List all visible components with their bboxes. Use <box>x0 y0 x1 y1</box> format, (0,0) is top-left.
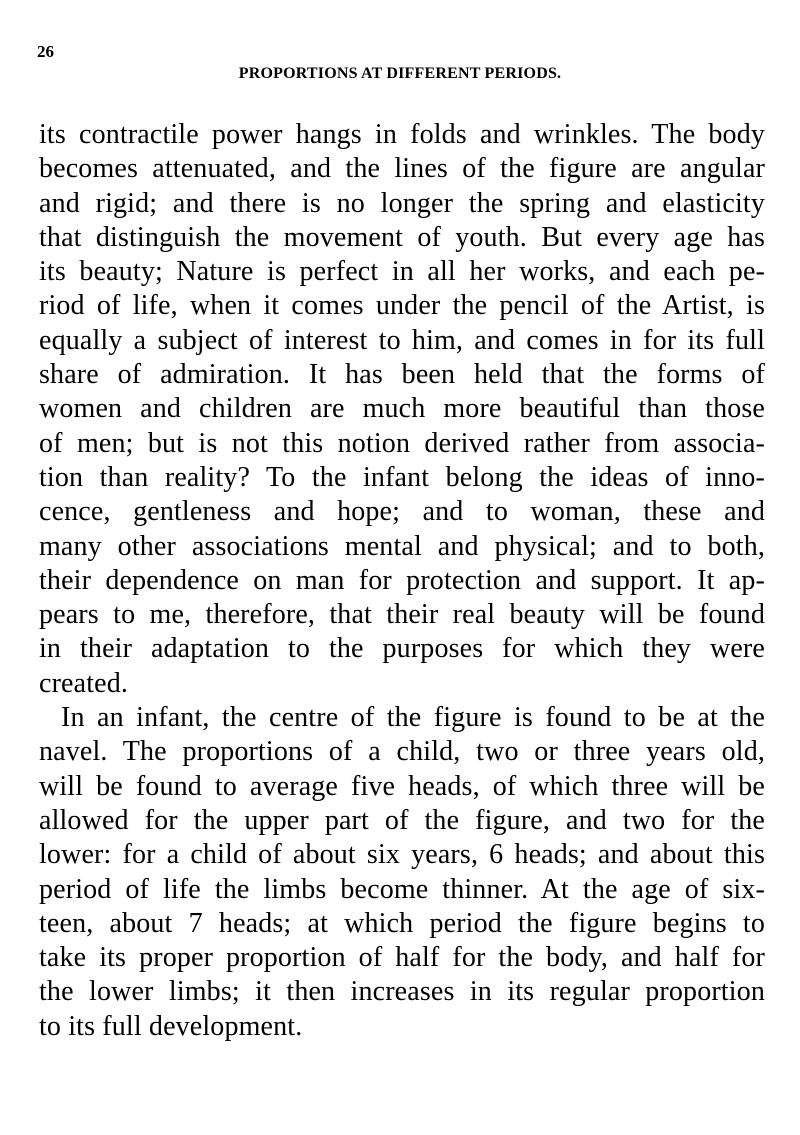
text-line: will be found to average five heads, of which three will be <box>39 770 765 802</box>
text-line: its contractile power hangs in folds and wrinkles. The body <box>39 119 765 150</box>
text-line: take its proper proportion of half for the body, and half for <box>39 942 765 974</box>
text-line: and rigid; and there is no longer the spring and elasticity <box>39 187 765 219</box>
text-line: becomes attenuated, and the lines of the figure are angular <box>39 153 765 185</box>
body-text <box>39 118 765 1044</box>
text-line: that distinguish the movement of youth. But every age has <box>39 221 765 253</box>
text-line: pears to me, therefore, that their real beauty will be found <box>39 599 765 631</box>
paragraph-2 <box>39 701 765 1044</box>
text-line: their dependence on man for protection and support. It ap- <box>39 564 765 596</box>
text-line: lower: for a child of about six years, 6 heads; and about this <box>39 839 765 871</box>
text-line: share of admiration. It has been held that the forms of <box>39 359 765 391</box>
text-line: riod of life, when it comes under the pencil of the Artist, is <box>39 290 765 322</box>
text-line: many other associations mental and physical; and to both, <box>39 530 765 562</box>
text-line: cence, gentleness and hope; and to woman, these and <box>39 496 765 528</box>
text-line: to its full development. <box>39 1010 303 1042</box>
text-line: period of life the limbs become thinner. At the age of six- <box>39 873 765 905</box>
page-number: 26 <box>37 42 54 61</box>
text-line: its beauty; Nature is perfect in all her works, and each pe- <box>39 256 765 288</box>
running-head: PROPORTIONS AT DIFFERENT PERIODS. <box>238 65 562 82</box>
text-line: teen, about 7 heads; at which period the figure begins to <box>39 907 765 939</box>
paragraph-1 <box>39 118 765 701</box>
text-line: In an infant, the centre of the figure is found to be at the <box>61 702 765 734</box>
text-line: tion than reality? To the infant belong the ideas of inno- <box>39 461 765 493</box>
text-line: women and children are much more beautiful than those <box>39 393 765 425</box>
text-line: allowed for the upper part of the figure, and two for the <box>39 804 765 836</box>
text-line: the lower limbs; it then increases in its regular proportion <box>39 976 765 1008</box>
text-line: created. <box>39 667 129 699</box>
text-line: navel. The proportions of a child, two or three years old, <box>39 736 765 768</box>
text-line: in their adaptation to the purposes for which they were <box>39 633 765 665</box>
text-line: of men; but is not this notion derived rather from associa- <box>39 427 765 459</box>
text-line: equally a subject of interest to him, and comes in for its full <box>39 324 765 356</box>
